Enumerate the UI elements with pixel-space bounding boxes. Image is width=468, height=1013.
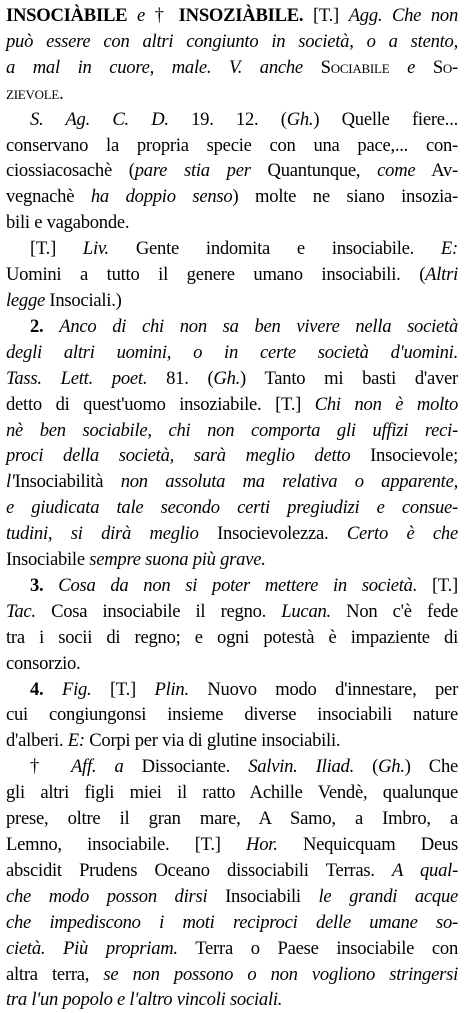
text-line [6, 340, 458, 366]
roman-text: Nuovo modo d'innestare, per [188, 678, 459, 700]
italic-text: come [377, 160, 416, 182]
roman-text: Insociabili [207, 885, 319, 907]
roman-text: Quantunque, [250, 160, 378, 182]
text-line [6, 832, 458, 858]
text-line [6, 262, 458, 288]
roman-text: Insocievolezza. [198, 523, 347, 545]
entry-sense-block [6, 573, 458, 677]
roman-text: altra terra, [6, 963, 104, 985]
roman-text: tra i socii di regno; e ogni potestà è impaziente di [6, 626, 458, 648]
italic-text: che impediscono i moti reciproci delle umane so- [6, 911, 458, 933]
entry-header-line-2 [6, 29, 458, 55]
conjunction: e [136, 5, 145, 26]
italic-text: Fig. [61, 678, 92, 700]
entry-body [6, 107, 458, 1013]
text-line [6, 236, 458, 262]
entry-sense-block [6, 107, 458, 237]
dagger-mark: † [154, 5, 169, 26]
text-line [6, 651, 458, 677]
italic-text: Aff. a [70, 756, 124, 778]
text-line [6, 210, 458, 236]
sense-number: 2. [30, 315, 44, 337]
italic-text: Gh. [213, 367, 241, 389]
roman-text: Dissociante. [123, 756, 249, 778]
italic-text: Lucan. [281, 600, 331, 622]
text-line [6, 366, 458, 392]
roman-text: Gente indomita e insociabile. [108, 238, 441, 260]
italic-text: Gh. [378, 756, 405, 778]
sense-number: 4. [30, 678, 44, 700]
roman-text: Av- [415, 160, 458, 182]
text-line [6, 962, 458, 988]
entry-header-line-4 [6, 81, 458, 107]
roman-text: Insociabile [6, 549, 90, 571]
italic-text: se non possono o non vogliono stringersi [103, 963, 458, 985]
italic-text: Liv. [82, 238, 109, 260]
text-line [6, 392, 458, 418]
roman-text: bili e vagabonde. [6, 212, 130, 234]
text-line [6, 158, 458, 184]
roman-text [43, 679, 62, 700]
text-line [6, 288, 458, 314]
italic-text: Chi non è molto [314, 393, 459, 415]
roman-text: abscidit Prudens Oceano dissociabili Terras. [6, 859, 392, 881]
italic-text: A qual- [391, 859, 459, 881]
definition-part: può essere con altri congiunto in società, o a stento, [6, 30, 458, 52]
cross-reference: zievole. [6, 82, 64, 104]
text-line [6, 599, 458, 625]
roman-text: prese, oltre il gran mare, A Samo, a Imbro, a [6, 808, 458, 830]
conjunction: e [407, 56, 416, 78]
italic-text: Hor. [246, 834, 278, 855]
roman-text: 19. 12. ( [168, 108, 287, 130]
italic-text: cietà. Più propriam. [6, 937, 178, 959]
sense-number: 3. [30, 574, 44, 596]
roman-text: Insociabilità [14, 471, 121, 493]
text-line [6, 418, 458, 444]
text-line [6, 547, 458, 573]
roman-text [43, 316, 59, 337]
entry-header [6, 3, 458, 107]
definition-part: Agg. Che non [348, 5, 458, 26]
cross-reference: Sociabile [320, 56, 390, 78]
italic-text: degli altri uomini, o in certe società d'uomini. [6, 341, 458, 363]
italic-text: Salvin. Iliad. [248, 756, 354, 778]
roman-text: Corpi per via di glutine insociabili. [84, 730, 341, 752]
roman-text: d'alberi. [6, 730, 68, 752]
text-line [6, 936, 458, 962]
italic-text: Plin. [154, 678, 189, 700]
text-line [6, 443, 458, 469]
roman-text [43, 575, 58, 596]
roman-text: ) molte ne siano insozia- [232, 186, 458, 208]
text-line [6, 858, 458, 884]
italic-text: sempre suona più grave. [89, 549, 266, 571]
roman-text: [T.] [91, 678, 155, 700]
italic-text: nè ben sociabile, chi non comporta gli uffizi reci- [6, 419, 458, 441]
text-line [6, 806, 458, 832]
roman-text: [T.] [30, 238, 83, 260]
italic-text: Tac. [6, 600, 36, 622]
roman-text: ( [354, 756, 379, 778]
text-line [6, 728, 458, 754]
italic-text: non assoluta ma relativa o apparente, [120, 471, 459, 493]
roman-text: Nequicquam Deus [277, 834, 459, 855]
italic-text: E: [440, 238, 458, 260]
entry-sense-block [6, 236, 458, 314]
italic-text: legge [6, 289, 46, 311]
italic-text: Tass. Lett. poet. [6, 367, 148, 389]
text-line [6, 780, 458, 806]
roman-text: Lemno, insociabile. [T.] [6, 834, 247, 855]
italic-text: E: [67, 730, 85, 752]
italic-text: Certo è che [346, 523, 458, 545]
text-line [6, 314, 458, 340]
italic-text: Altri [425, 264, 458, 286]
italic-text: tudini, si dirà meglio [6, 523, 199, 545]
italic-text: Gh. [286, 108, 314, 130]
text-line [6, 987, 458, 1013]
entry-sense-block [6, 754, 458, 1013]
cross-reference: So- [432, 56, 458, 78]
roman-text: Insocievole; [350, 445, 458, 467]
text-line [6, 133, 458, 159]
text-line [6, 521, 458, 547]
roman-text: Non c'è fede [330, 600, 458, 622]
definition-part: a mal in cuore, male. V. anche [6, 56, 303, 78]
italic-text: ha doppio senso [90, 186, 233, 208]
text-line [6, 884, 458, 910]
italic-text: che modo posson dirsi [6, 885, 208, 907]
text-line [6, 107, 458, 133]
roman-text: vegnachè [6, 186, 91, 208]
roman-text: [T.] [417, 574, 458, 596]
roman-text: Uomini a tutto il genere umano insociabili. ( [6, 264, 426, 286]
headword: INSOCIÀBILE [6, 5, 128, 26]
italic-text: proci della società, sarà meglio detto [6, 445, 351, 467]
italic-text: l' [6, 471, 15, 493]
roman-text: consorzio. [6, 652, 81, 674]
italic-text: Anco di chi non sa ben vivere nella società [59, 315, 458, 337]
entry-sense-block [6, 314, 458, 573]
roman-text: 81. ( [147, 367, 214, 389]
italic-text: le grandi acque [318, 885, 459, 907]
text-line [6, 910, 458, 936]
text-line [6, 702, 458, 728]
roman-text: conservano la propria specie con una pace,... con- [6, 134, 458, 156]
roman-text: Cosa insociabile il regno. [35, 600, 282, 622]
roman-text: † [30, 756, 71, 778]
text-line [6, 625, 458, 651]
roman-text: detto di quest'uomo insoziabile. [T.] [6, 393, 315, 415]
roman-text: ) Tanto mi basti d'aver [240, 367, 458, 389]
text-line [6, 184, 458, 210]
source-tag: [T.] [312, 5, 339, 26]
italic-text: pare stia per [134, 160, 251, 182]
roman-text: gli altri figli miei il ratto Achille Vendè, qualunque [6, 782, 458, 804]
roman-text: ) Quelle fiere... [313, 108, 458, 130]
italic-text: tra l'un popolo e l'altro vincoli sociali. [6, 989, 283, 1011]
roman-text: Terra o Paese insociabile con [177, 937, 458, 959]
text-line [6, 469, 458, 495]
entry-sense-block [6, 677, 458, 755]
text-line [6, 573, 458, 599]
italic-text: e giudicata tale secondo certi pregiudizi e consue- [6, 497, 458, 519]
roman-text: Insociali.) [45, 289, 122, 311]
italic-text: S. Ag. C. D. [30, 108, 169, 130]
text-line [6, 495, 458, 521]
entry-header-line-1 [6, 3, 458, 29]
text-line [6, 754, 458, 780]
headword-variant: INSOZIÀBILE. [178, 5, 304, 26]
roman-text: ) Che [404, 756, 459, 778]
text-line [6, 677, 458, 703]
entry-header-line-3 [6, 55, 458, 81]
roman-text: cui congiungonsi insieme diverse insociabili nature [6, 704, 458, 726]
italic-text: Cosa da non si poter mettere in società. [58, 574, 418, 596]
roman-text: ciossiacosachè ( [6, 160, 135, 182]
